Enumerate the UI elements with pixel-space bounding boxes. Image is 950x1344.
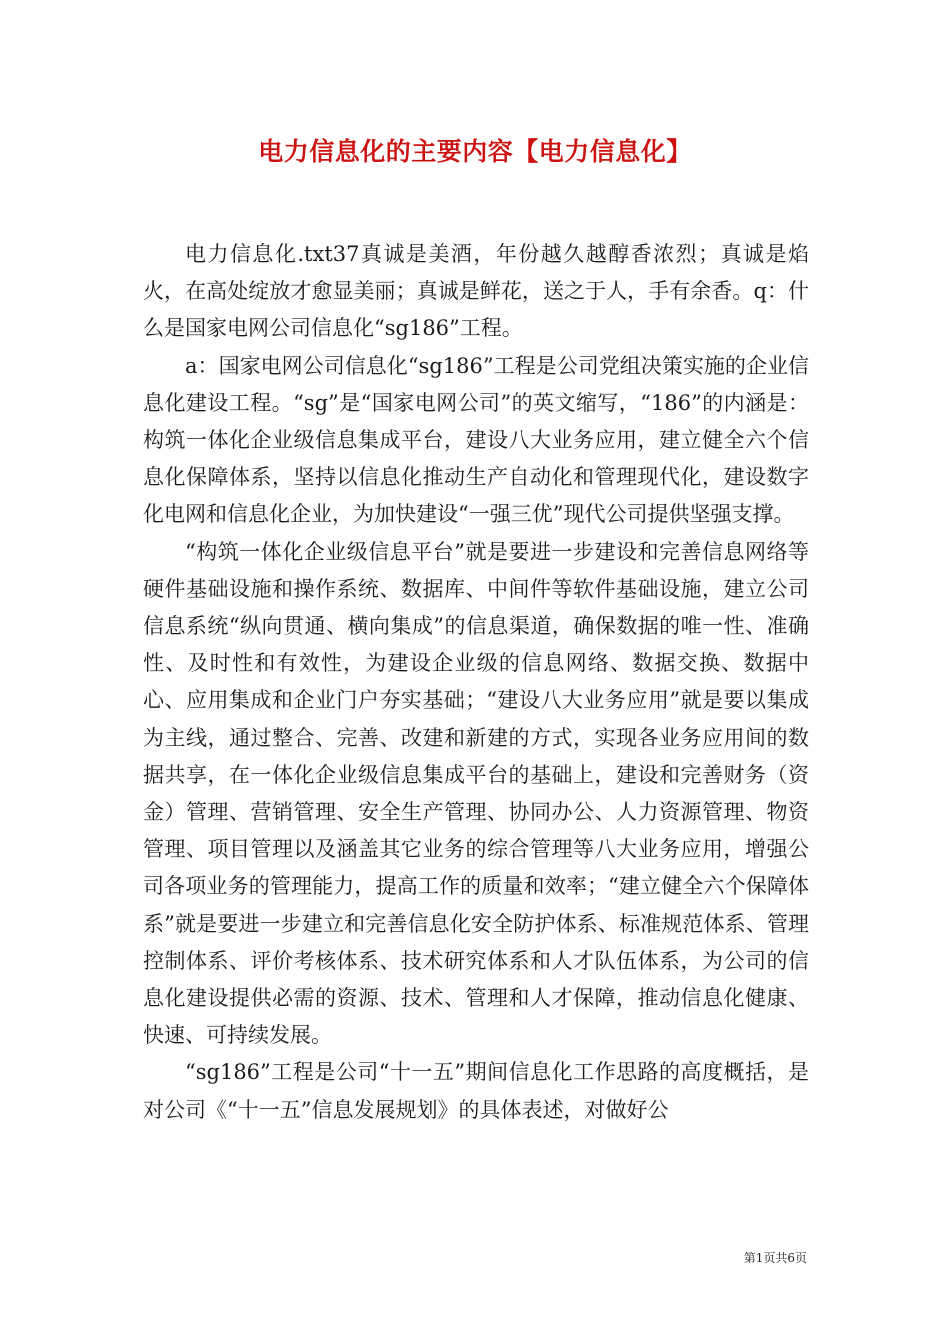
- paragraph-answer: a：国家电网公司信息化“sg186”工程是公司党组决策实施的企业信息化建设工程。“sg”是“国家电网公司”的英文缩写，“186”的内涵是：构筑一体化企业级信息集成平台，建设八大业务应用，建立健全六个信息化保障体系，坚持以信息化推动生产自动化和管理现代化，建设数字化电网和信息化企业，为加快建设“一强三优”现代公司提供坚强支撑。: [143, 353, 809, 527]
- paragraph-platform: “构筑一体化企业级信息平台”就是要进一步建设和完善信息网络等硬件基础设施和操作系统、数据库、中间件等软件基础设施，建立公司信息系统“纵向贯通、横向集成”的信息渠道，确保数据的唯一性、准确性、及时性和有效性，为建设企业级的信息网络、数据交换、数据中心、应用集成和企业门户夯实基础；“建设八大业务应用”就是要以集成为主线，通过整合、完善、改建和新建的方式，实现各业务应用间的数据共享，在一体化企业级信息集成平台的基础上，建设和完善财务（资金）管理、营销管理、安全生产管理、协同办公、人力资源管理、物资管理、项目管理以及涵盖其它业务的综合管理等八大业务应用，增强公司各项业务的管理能力，提高工作的质量和效率；“建立健全六个保障体系”就是要进一步建立和完善信息化安全防护体系、标准规范体系、管理控制体系、评价考核体系、技术研究体系和人才队伍体系，为公司的信息化建设提供必需的资源、技术、管理和人才保障，推动信息化健康、快速、可持续发展。: [143, 539, 809, 1048]
- paragraph-summary: “sg186”工程是公司“十一五”期间信息化工作思路的高度概括，是对公司《“十一五”信息发展规划》的具体表述，对做好公: [143, 1060, 809, 1122]
- page-title: 电力信息化的主要内容【电力信息化】: [258, 137, 692, 166]
- page-number: 第1页共6页: [743, 1251, 807, 1265]
- paragraph-intro: 电力信息化.txt37真诚是美酒，年份越久越醇香浓烈；真诚是焰火，在高处绽放才愈显美丽；真诚是鲜花，送之于人，手有余香。q：什么是国家电网公司信息化“sg186”工程。: [143, 242, 809, 341]
- document-body: [143, 236, 809, 1129]
